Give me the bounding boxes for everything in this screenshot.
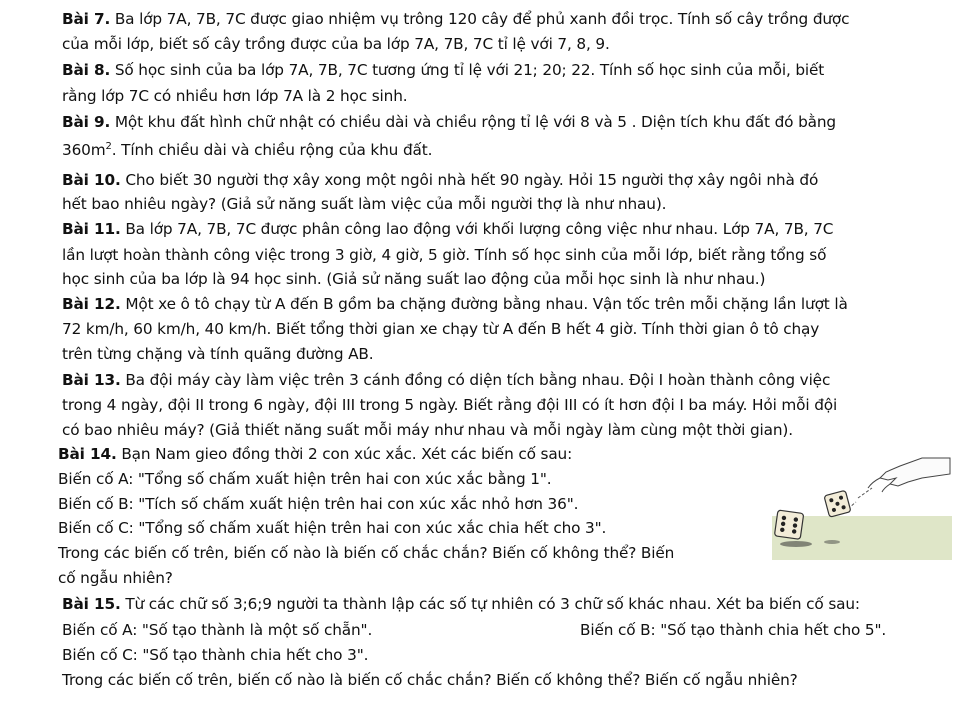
problem-7-line-1 [62, 8, 849, 30]
problem-9-line-1 [62, 111, 836, 133]
problem-15-question: Trong các biến cố trên, biến cố nào là biến cố chắc chắn? Biến cố không thể? Biến cố ngẫu nhiên? [62, 671, 798, 689]
problem-12-number: Bài 12. [62, 295, 121, 313]
problem-7-number: Bài 7. [62, 10, 111, 28]
problem-15-event-b: Biến cố B: "Số tạo thành chia hết cho 5". [580, 621, 887, 639]
problem-11-line-2: lần lượt hoàn thành công việc trong 3 giờ, 4 giờ, 5 giờ. Tính số học sinh của mỗi lớp, biết rằng tổng số [62, 246, 827, 264]
problem-11-line-1 [62, 218, 833, 240]
problem-9-line-2 [62, 139, 432, 161]
problem-15-event-a: Biến cố A: "Số tạo thành là một số chẵn". [62, 621, 373, 639]
problem-14-line-1 [58, 443, 572, 465]
problem-10-line-2: hết bao nhiêu ngày? (Giả sử năng suất làm việc của mỗi người thợ là như nhau). [62, 195, 667, 213]
problem-15-event-c: Biến cố C: "Số tạo thành chia hết cho 3". [62, 646, 369, 664]
problem-15-line-1 [62, 593, 860, 615]
problem-10-text-1: Cho biết 30 người thợ xây xong một ngôi nhà hết 90 ngày. Hỏi 15 người thợ xây ngôi nhà đó [120, 171, 819, 189]
problem-14-event-a: Biến cố A: "Tổng số chấm xuất hiện trên hai con xúc xắc bằng 1". [58, 470, 552, 488]
problem-14-question-1: Trong các biến cố trên, biến cố nào là biến cố chắc chắn? Biến cố không thể? Biến [58, 544, 675, 562]
problem-12-line-3: trên từng chặng và tính quãng đường AB. [62, 345, 374, 363]
problem-14-event-b: Biến cố B: "Tích số chấm xuất hiện trên hai con xúc xắc nhỏ hơn 36". [58, 495, 579, 513]
page-footer-edge [0, 696, 965, 704]
area-exponent: 2 [105, 140, 112, 152]
problem-11-number: Bài 11. [62, 220, 121, 238]
problem-13-line-3: có bao nhiêu máy? (Giả thiết năng suất mỗi máy như nhau và mỗi ngày làm cùng một thời gian). [62, 421, 793, 439]
problem-8-text-1: Số học sinh của ba lớp 7A, 7B, 7C tương ứng tỉ lệ với 21; 20; 22. Tính số học sinh của mỗi, biết [110, 61, 825, 79]
problem-12-line-2: 72 km/h, 60 km/h, 40 km/h. Biết tổng thời gian xe chạy từ A đến B hết 4 giờ. Tính thời gian ô tô chạy [62, 320, 820, 338]
problem-8-line-2: rằng lớp 7C có nhiều hơn lớp 7A là 2 học sinh. [62, 87, 408, 105]
problem-13-text-1: Ba đội máy cày làm việc trên 3 cánh đồng có diện tích bằng nhau. Đội I hoàn thành công việc [120, 371, 831, 389]
problem-9-number: Bài 9. [62, 113, 111, 131]
problem-13-line-2: trong 4 ngày, đội II trong 6 ngày, đội III trong 5 ngày. Biết rằng đội III có ít hơn đội I ba máy. Hỏi mỗi đội [62, 396, 838, 414]
problem-10-line-1 [62, 169, 818, 191]
problem-14-text-1: Bạn Nam gieo đồng thời 2 con xúc xắc. Xét các biến cố sau: [116, 445, 573, 463]
problem-11-line-3: học sinh của ba lớp là 94 học sinh. (Giả sử năng suất lao động của mỗi học sinh là như nhau.) [62, 270, 766, 288]
problem-8-number: Bài 8. [62, 61, 111, 79]
problem-13-number: Bài 13. [62, 371, 121, 389]
problem-11-text-1: Ba lớp 7A, 7B, 7C được phân công lao động với khối lượng công việc như nhau. Lớp 7A, 7B, 7C [120, 220, 834, 238]
problem-9-text-1: Một khu đất hình chữ nhật có chiều dài và chiều rộng tỉ lệ với 8 và 5 . Diện tích khu đất đó bằng [110, 113, 836, 131]
hand-throwing-dice-icon [772, 452, 952, 560]
problem-13-line-1 [62, 369, 830, 391]
area-value: 360m [62, 141, 106, 159]
problem-14-number: Bài 14. [58, 445, 117, 463]
problem-15-number: Bài 15. [62, 595, 121, 613]
problem-14-question-2: cố ngẫu nhiên? [58, 569, 173, 587]
problem-8-line-1 [62, 59, 824, 81]
problem-12-line-1 [62, 293, 848, 315]
problem-14-event-c: Biến cố C: "Tổng số chấm xuất hiện trên hai con xúc xắc chia hết cho 3". [58, 519, 607, 537]
problem-12-text-1: Một xe ô tô chạy từ A đến B gồm ba chặng đường bằng nhau. Vận tốc trên mỗi chặng lần lượt là [120, 295, 848, 313]
problem-7-line-2: của mỗi lớp, biết số cây trồng được của ba lớp 7A, 7B, 7C tỉ lệ với 7, 8, 9. [62, 35, 610, 53]
problem-15-text-1: Từ các chữ số 3;6;9 người ta thành lập các số tự nhiên có 3 chữ số khác nhau. Xét ba biến cố sau: [120, 595, 860, 613]
problem-7-text-1: Ba lớp 7A, 7B, 7C được giao nhiệm vụ trông 120 cây để phủ xanh đồi trọc. Tính số cây trồng được [110, 10, 850, 28]
problem-9-text-2: . Tính chiều dài và chiều rộng của khu đất. [111, 141, 433, 159]
problem-10-number: Bài 10. [62, 171, 121, 189]
